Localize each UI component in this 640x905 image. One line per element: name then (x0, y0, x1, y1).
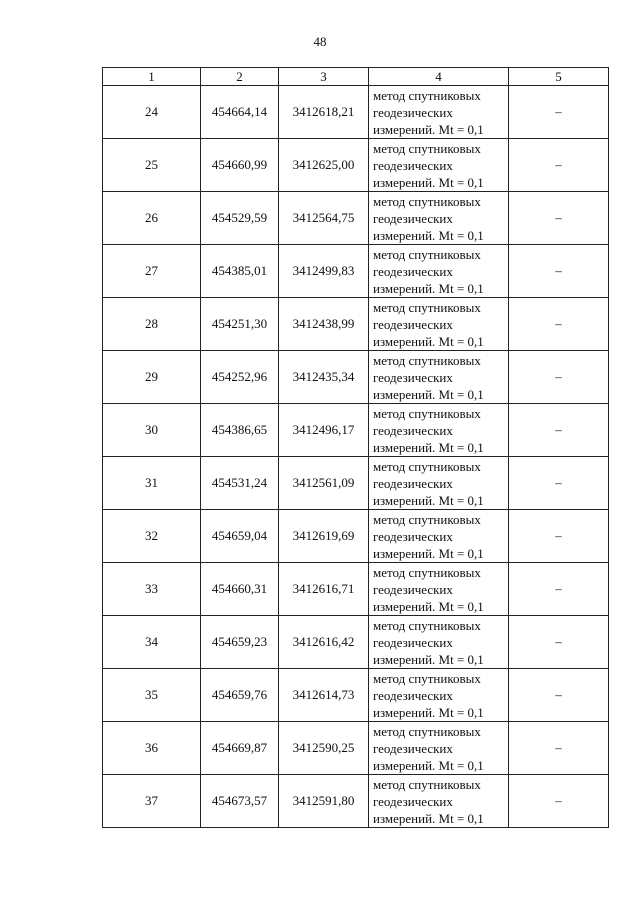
column-header-4: 4 (369, 68, 509, 86)
x-coordinate-cell: 454659,23 (201, 616, 279, 669)
table-row (103, 404, 609, 457)
table-row (103, 139, 609, 192)
y-coordinate-cell: 3412496,17 (279, 404, 369, 457)
method-line: метод спутниковых (373, 564, 481, 580)
point-number-cell: 27 (103, 245, 201, 298)
table-row (103, 616, 609, 669)
method-line: метод спутниковых (373, 723, 481, 739)
method-line: измерений. Mt = 0,1 (373, 492, 484, 508)
header-row (103, 68, 609, 86)
method-line: геодезических (373, 528, 453, 544)
y-coordinate-cell: 3412561,09 (279, 457, 369, 510)
y-coordinate-cell: 3412591,80 (279, 775, 369, 828)
point-number-cell: 26 (103, 192, 201, 245)
method-line: метод спутниковых (373, 776, 481, 792)
point-number-cell: 31 (103, 457, 201, 510)
method-line: метод спутниковых (373, 352, 481, 368)
method-line: геодезических (373, 157, 453, 173)
column-header-2: 2 (201, 68, 279, 86)
method-cell (369, 139, 509, 192)
point-number-cell: 32 (103, 510, 201, 563)
note-cell: – (509, 86, 609, 139)
note-cell: – (509, 245, 609, 298)
point-number-cell: 24 (103, 86, 201, 139)
note-cell: – (509, 404, 609, 457)
y-coordinate-cell: 3412616,42 (279, 616, 369, 669)
y-coordinate-cell: 3412499,83 (279, 245, 369, 298)
y-coordinate-cell: 3412616,71 (279, 563, 369, 616)
method-line: геодезических (373, 687, 453, 703)
method-line: измерений. Mt = 0,1 (373, 651, 484, 667)
x-coordinate-cell: 454531,24 (201, 457, 279, 510)
method-line: метод спутниковых (373, 140, 481, 156)
note-cell: – (509, 510, 609, 563)
note-cell: – (509, 457, 609, 510)
method-line: измерений. Mt = 0,1 (373, 121, 484, 137)
x-coordinate-cell: 454252,96 (201, 351, 279, 404)
x-coordinate-cell: 454251,30 (201, 298, 279, 351)
method-line: геодезических (373, 581, 453, 597)
note-cell: – (509, 192, 609, 245)
method-line: геодезических (373, 210, 453, 226)
method-line: геодезических (373, 263, 453, 279)
method-line: метод спутниковых (373, 246, 481, 262)
method-line: метод спутниковых (373, 193, 481, 209)
method-cell (369, 192, 509, 245)
point-number-cell: 28 (103, 298, 201, 351)
point-number-cell: 30 (103, 404, 201, 457)
x-coordinate-cell: 454659,76 (201, 669, 279, 722)
x-coordinate-cell: 454529,59 (201, 192, 279, 245)
table-row (103, 351, 609, 404)
note-cell: – (509, 351, 609, 404)
method-line: геодезических (373, 634, 453, 650)
note-cell: – (509, 563, 609, 616)
note-cell: – (509, 669, 609, 722)
method-line: геодезических (373, 369, 453, 385)
y-coordinate-cell: 3412438,99 (279, 298, 369, 351)
table-header (103, 68, 609, 86)
page-number: 48 (313, 34, 327, 49)
x-coordinate-cell: 454669,87 (201, 722, 279, 775)
method-cell (369, 298, 509, 351)
method-line: измерений. Mt = 0,1 (373, 545, 484, 561)
method-line: измерений. Mt = 0,1 (373, 227, 484, 243)
method-cell (369, 563, 509, 616)
method-line: измерений. Mt = 0,1 (373, 757, 484, 773)
method-line: измерений. Mt = 0,1 (373, 174, 484, 190)
method-line: измерений. Mt = 0,1 (373, 810, 484, 826)
column-header-5: 5 (509, 68, 609, 86)
point-number-cell: 36 (103, 722, 201, 775)
table-row (103, 245, 609, 298)
table-row (103, 510, 609, 563)
table-row (103, 563, 609, 616)
method-line: измерений. Mt = 0,1 (373, 280, 484, 296)
method-cell (369, 86, 509, 139)
table-row (103, 86, 609, 139)
x-coordinate-cell: 454386,65 (201, 404, 279, 457)
method-line: метод спутниковых (373, 670, 481, 686)
method-line: геодезических (373, 740, 453, 756)
method-line: метод спутниковых (373, 299, 481, 315)
method-cell (369, 457, 509, 510)
point-number-cell: 34 (103, 616, 201, 669)
y-coordinate-cell: 3412619,69 (279, 510, 369, 563)
y-coordinate-cell: 3412625,00 (279, 139, 369, 192)
y-coordinate-cell: 3412590,25 (279, 722, 369, 775)
method-line: измерений. Mt = 0,1 (373, 439, 484, 455)
method-line: геодезических (373, 475, 453, 491)
x-coordinate-cell: 454659,04 (201, 510, 279, 563)
column-header-3: 3 (279, 68, 369, 86)
method-line: геодезических (373, 104, 453, 120)
note-cell: – (509, 616, 609, 669)
method-cell (369, 616, 509, 669)
x-coordinate-cell: 454664,14 (201, 86, 279, 139)
method-line: метод спутниковых (373, 617, 481, 633)
method-cell (369, 404, 509, 457)
table-row (103, 722, 609, 775)
point-number-cell: 33 (103, 563, 201, 616)
note-cell: – (509, 722, 609, 775)
column-header-1: 1 (103, 68, 201, 86)
y-coordinate-cell: 3412564,75 (279, 192, 369, 245)
x-coordinate-cell: 454660,99 (201, 139, 279, 192)
note-cell: – (509, 775, 609, 828)
x-coordinate-cell: 454660,31 (201, 563, 279, 616)
y-coordinate-cell: 3412618,21 (279, 86, 369, 139)
y-coordinate-cell: 3412614,73 (279, 669, 369, 722)
table-row (103, 775, 609, 828)
y-coordinate-cell: 3412435,34 (279, 351, 369, 404)
table-row (103, 457, 609, 510)
note-cell: – (509, 139, 609, 192)
method-line: геодезических (373, 422, 453, 438)
point-number-cell: 35 (103, 669, 201, 722)
method-line: геодезических (373, 316, 453, 332)
x-coordinate-cell: 454673,57 (201, 775, 279, 828)
method-cell (369, 775, 509, 828)
table-row (103, 192, 609, 245)
method-line: метод спутниковых (373, 511, 481, 527)
table-row (103, 298, 609, 351)
method-line: метод спутниковых (373, 458, 481, 474)
method-cell (369, 510, 509, 563)
method-cell (369, 245, 509, 298)
method-line: измерений. Mt = 0,1 (373, 704, 484, 720)
note-cell: – (509, 298, 609, 351)
method-cell (369, 669, 509, 722)
method-cell (369, 722, 509, 775)
method-line: измерений. Mt = 0,1 (373, 333, 484, 349)
method-line: метод спутниковых (373, 87, 481, 103)
point-number-cell: 25 (103, 139, 201, 192)
method-line: измерений. Mt = 0,1 (373, 598, 484, 614)
method-line: геодезических (373, 793, 453, 809)
coordinates-table (102, 67, 609, 828)
point-number-cell: 37 (103, 775, 201, 828)
method-line: метод спутниковых (373, 405, 481, 421)
method-line: измерений. Mt = 0,1 (373, 386, 484, 402)
point-number-cell: 29 (103, 351, 201, 404)
method-cell (369, 351, 509, 404)
table-row (103, 669, 609, 722)
x-coordinate-cell: 454385,01 (201, 245, 279, 298)
table-body (103, 86, 609, 828)
